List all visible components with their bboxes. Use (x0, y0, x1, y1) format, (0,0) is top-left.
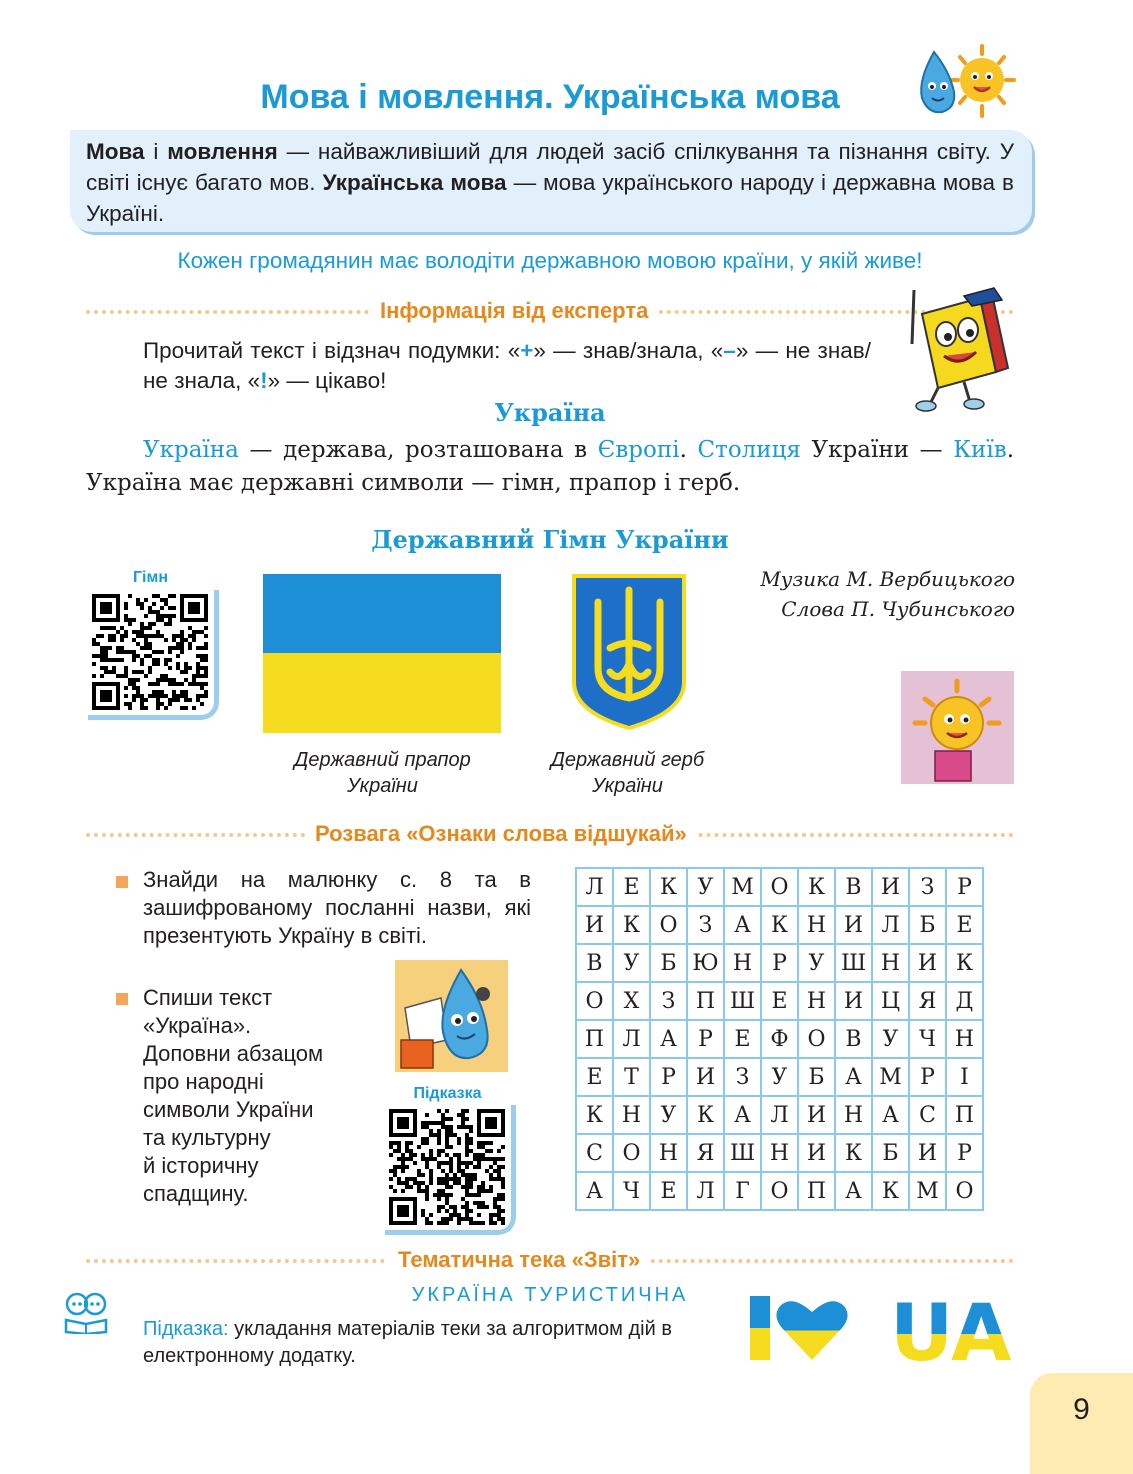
anthem-qr-label: Гімн (132, 569, 168, 586)
logo-letter-i (750, 1296, 770, 1360)
drop-mascot (921, 52, 954, 112)
puzzle-cell: І (946, 1058, 983, 1096)
anthem-credits (640, 564, 1015, 624)
puzzle-cell: З (687, 906, 724, 944)
puzzle-row (576, 906, 983, 944)
flag-yellow-stripe (263, 653, 501, 733)
puzzle-cell: П (946, 1096, 983, 1134)
task-text-part: Прочитай текст і відзнач подумки: « (143, 338, 521, 363)
puzzle-cell: Я (909, 982, 946, 1020)
game-task-2-line: спадщину. (143, 1181, 249, 1206)
report-hint-label: Підказка: (143, 1318, 229, 1340)
book-mascot-illustration (884, 284, 1019, 414)
puzzle-cell: П (798, 1172, 835, 1210)
anthem-qr-code[interactable] (92, 594, 208, 710)
puzzle-row (576, 1172, 983, 1210)
puzzle-cell: К (946, 944, 983, 982)
term-ukrainian-language: Українська мова (322, 170, 507, 195)
hint-qr-label: Підказка (413, 1085, 482, 1102)
puzzle-cell: Е (650, 1172, 687, 1210)
puzzle-cell: И (835, 982, 872, 1020)
pointer-stick (912, 290, 914, 344)
puzzle-cell: К (872, 1172, 909, 1210)
puzzle-cell: А (576, 1172, 613, 1210)
i-love-ua-logo (748, 1294, 1018, 1362)
puzzle-cell: Ю (687, 944, 724, 982)
ukraine-text-highlight: Європі (597, 437, 680, 463)
puzzle-row (576, 1058, 983, 1096)
puzzle-row (576, 982, 983, 1020)
puzzle-cell: О (576, 982, 613, 1020)
page-title: Мова і мовлення. Українська мова (260, 78, 840, 116)
puzzle-cell: Н (798, 906, 835, 944)
term-movlennia: мовлення (167, 139, 278, 164)
puzzle-cell: И (687, 1058, 724, 1096)
puzzle-cell: Ф (761, 1020, 798, 1058)
puzzle-cell: З (650, 982, 687, 1020)
plus-mark: + (520, 338, 534, 363)
puzzle-cell: Е (946, 906, 983, 944)
puzzle-cell: Н (946, 1020, 983, 1058)
coat-caption (520, 747, 735, 799)
report-hint-text: укладання матеріалів теки за алгоритмом дій в електронному додатку. (143, 1318, 672, 1367)
puzzle-cell: Л (613, 1020, 650, 1058)
logo-ua-text: UA (890, 1294, 1012, 1362)
game-task-2 (143, 984, 383, 1208)
puzzle-cell: А (835, 1172, 872, 1210)
sun-mascot-illustration (901, 671, 1014, 784)
headphones-icon (476, 987, 490, 1001)
flag-caption (255, 747, 510, 799)
puzzle-cell: К (798, 868, 835, 906)
puzzle-cell: Е (724, 1020, 761, 1058)
puzzle-cell: У (687, 868, 724, 906)
puzzle-cell: У (798, 944, 835, 982)
heart-icon (776, 1301, 847, 1360)
puzzle-cell: У (872, 1020, 909, 1058)
puzzle-cell: В (576, 944, 613, 982)
puzzle-cell: Е (613, 868, 650, 906)
term-mova: Мова (86, 139, 145, 164)
game-task-2-line: «Україна». (143, 1013, 252, 1038)
puzzle-cell: А (872, 1096, 909, 1134)
puzzle-cell: Н (613, 1096, 650, 1134)
puzzle-cell: Р (946, 1134, 983, 1172)
puzzle-cell: Н (650, 1134, 687, 1172)
puzzle-cell: Ч (613, 1172, 650, 1210)
coat-caption-line: Державний герб (550, 749, 705, 771)
minus-mark: – (723, 338, 736, 363)
puzzle-cell: И (909, 944, 946, 982)
puzzle-cell: Н (872, 944, 909, 982)
puzzle-cell: У (613, 944, 650, 982)
anthem-title: Державний Гімн України (371, 525, 729, 554)
game-task-2-line: Доповни абзацом (143, 1041, 324, 1066)
game-task-2-line: та культурну (143, 1125, 271, 1150)
game-task-1: Знайди на малюнку с. 8 та в зашифрованому посланні назви, які презентують Україну в світі. (143, 867, 531, 948)
ukraine-text-part: України — (800, 437, 954, 463)
report-hint (143, 1316, 743, 1370)
ukraine-flag (263, 574, 501, 733)
puzzle-cell: З (909, 868, 946, 906)
game-task-2-line: про народні (143, 1069, 264, 1094)
puzzle-cell: Е (761, 982, 798, 1020)
puzzle-cell: Я (687, 1134, 724, 1172)
puzzle-cell: Р (909, 1058, 946, 1096)
puzzle-cell: К (761, 906, 798, 944)
puzzle-cell: Л (761, 1096, 798, 1134)
puzzle-cell: О (946, 1172, 983, 1210)
puzzle-row (576, 868, 983, 906)
anthem-music-credit: Музика М. Вербицького (760, 567, 1015, 591)
puzzle-cell: Р (761, 944, 798, 982)
puzzle-cell: О (798, 1020, 835, 1058)
ukraine-text-highlight: Столиця (697, 437, 801, 463)
puzzle-cell: О (613, 1134, 650, 1172)
rule-text-part: — мова українського народу і державна мова в Україні. (86, 170, 1014, 226)
puzzle-cell: М (724, 868, 761, 906)
flag-caption-line: України (347, 775, 418, 797)
puzzle-cell: Ш (724, 982, 761, 1020)
puzzle-cell: И (798, 1134, 835, 1172)
puzzle-cell: Ц (872, 982, 909, 1020)
graduation-cap-icon (964, 288, 1002, 306)
puzzle-cell: М (909, 1172, 946, 1210)
ukraine-text-part: . Україна має державні символи — гімн, прапор і герб. (86, 437, 1014, 496)
puzzle-cell: И (835, 906, 872, 944)
game-heading: Розвага «Ознаки слова відшукай» (305, 821, 697, 847)
expert-task-text (143, 336, 871, 396)
puzzle-cell: К (613, 906, 650, 944)
flag-caption-line: Державний прапор (294, 749, 471, 771)
puzzle-cell: С (909, 1096, 946, 1134)
anthem-words-credit: Слова П. Чубинського (781, 597, 1015, 621)
rule-text-part: — найважливіший для людей засіб спілкування та пізнання світу. У світі існує багато мов. (86, 139, 1014, 195)
ukraine-text-highlight: Україна (143, 437, 239, 463)
puzzle-cell: Т (613, 1058, 650, 1096)
puzzle-cell: Б (650, 944, 687, 982)
puzzle-cell: Р (687, 1020, 724, 1058)
report-subtitle: УКРАЇНА ТУРИСТИЧНА (411, 1284, 689, 1306)
puzzle-cell: К (576, 1096, 613, 1134)
puzzle-cell: О (650, 906, 687, 944)
puzzle-cell: П (687, 982, 724, 1020)
coat-caption-line: України (592, 775, 663, 797)
puzzle-cell: Ш (724, 1134, 761, 1172)
puzzle-cell: Р (946, 868, 983, 906)
puzzle-cell: И (576, 906, 613, 944)
bullet-icon (116, 993, 128, 1005)
puzzle-cell: Л (687, 1172, 724, 1210)
civic-note: Кожен громадянин має володіти державною мовою країни, у якій живе! (177, 248, 923, 273)
puzzle-cell: М (872, 1058, 909, 1096)
hint-qr-code[interactable] (389, 1109, 505, 1225)
ukraine-text-part: — держава, розташована в (238, 437, 598, 463)
game-task-2-line: й історичну (143, 1153, 259, 1178)
puzzle-cell: Н (835, 1096, 872, 1134)
puzzle-cell: Б (798, 1058, 835, 1096)
game-task-2-line: Спиши текст (143, 985, 273, 1010)
flag-blue-stripe (263, 574, 501, 653)
puzzle-cell: А (650, 1020, 687, 1058)
puzzle-cell: Л (872, 906, 909, 944)
trident-coat-of-arms-icon (570, 572, 688, 732)
puzzle-cell: А (724, 906, 761, 944)
expert-heading: Інформація від експерта (370, 298, 658, 324)
mascots-illustration (912, 42, 1017, 122)
puzzle-cell: З (724, 1058, 761, 1096)
puzzle-cell: Х (613, 982, 650, 1020)
puzzle-cell: И (872, 868, 909, 906)
task-text-part: » — цікаво! (267, 368, 387, 393)
puzzle-cell: А (835, 1058, 872, 1096)
ukraine-text-highlight: Київ (953, 437, 1007, 463)
puzzle-row (576, 1096, 983, 1134)
puzzle-cell: О (761, 868, 798, 906)
puzzle-cell: В (835, 1020, 872, 1058)
puzzle-cell: Д (946, 982, 983, 1020)
puzzle-cell: У (761, 1058, 798, 1096)
puzzle-cell: Р (650, 1058, 687, 1096)
rule-text (86, 136, 1014, 229)
puzzle-cell: Б (909, 906, 946, 944)
puzzle-cell: Н (798, 982, 835, 1020)
puzzle-cell: У (650, 1096, 687, 1134)
puzzle-cell: П (576, 1020, 613, 1058)
bullet-icon (116, 876, 128, 888)
exclamation-mark: ! (260, 368, 268, 393)
puzzle-row (576, 944, 983, 982)
page-number: 9 (1030, 1373, 1133, 1474)
puzzle-cell: Л (576, 868, 613, 906)
drop-mascot-writing-illustration (395, 960, 508, 1072)
puzzle-row (576, 1134, 983, 1172)
puzzle-cell: И (798, 1096, 835, 1134)
letter-puzzle-grid (575, 867, 984, 1211)
puzzle-cell: К (835, 1134, 872, 1172)
sun-mascot (950, 46, 1014, 116)
puzzle-cell: В (835, 868, 872, 906)
rule-text-part: і (144, 139, 168, 164)
task-text-part: » — не знав/не знала, « (143, 338, 872, 393)
puzzle-cell: К (650, 868, 687, 906)
game-task-2-line: символи України (143, 1097, 314, 1122)
ukraine-title: Україна (494, 398, 606, 427)
ukraine-text-part: . (679, 437, 698, 463)
puzzle-cell: Е (576, 1058, 613, 1096)
puzzle-cell: А (724, 1096, 761, 1134)
puzzle-cell: Б (872, 1134, 909, 1172)
puzzle-cell: Г (724, 1172, 761, 1210)
puzzle-cell: Ч (909, 1020, 946, 1058)
report-heading: Тематична тека «Звіт» (388, 1247, 650, 1273)
puzzle-cell: И (909, 1134, 946, 1172)
puzzle-cell: Ш (835, 944, 872, 982)
puzzle-cell: К (687, 1096, 724, 1134)
task-text-part: » — знав/знала, « (533, 338, 724, 363)
ukraine-text (86, 434, 1014, 500)
puzzle-cell: О (761, 1172, 798, 1210)
puzzle-row (576, 1020, 983, 1058)
puzzle-cell: Н (761, 1134, 798, 1172)
puzzle-cell: С (576, 1134, 613, 1172)
puzzle-cell: Н (724, 944, 761, 982)
